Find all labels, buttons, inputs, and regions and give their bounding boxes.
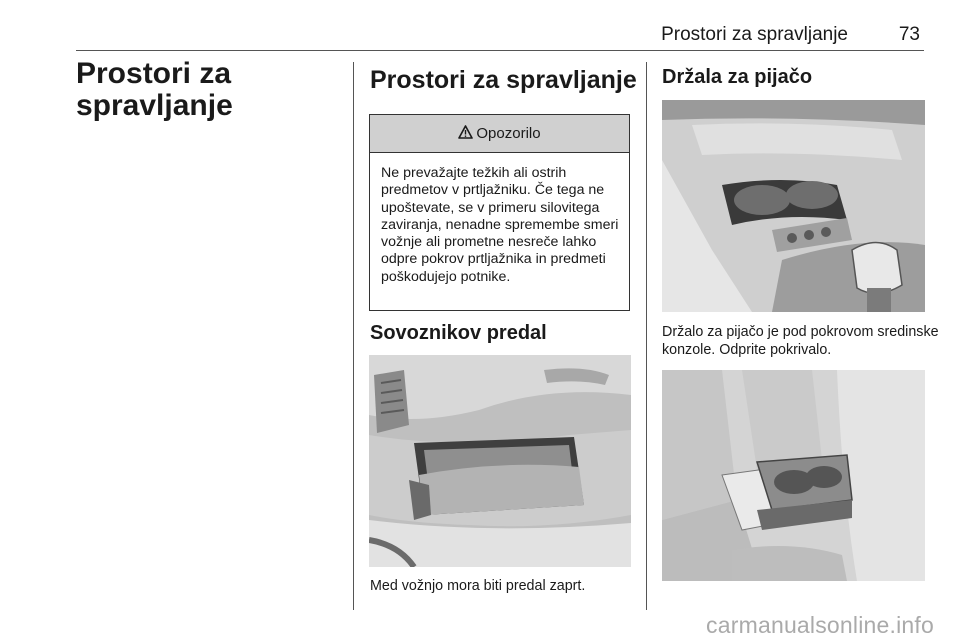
column-divider-left	[353, 62, 354, 610]
warning-header	[370, 115, 629, 153]
cupholder-caption: Držalo za pijačo je pod pokrovom sredinske konzole. Odprite pokrivalo.	[662, 324, 939, 358]
glovebox-caption: Med vožnjo mora biti predal zaprt.	[370, 578, 586, 594]
header-rule	[76, 50, 924, 51]
column-divider-right	[646, 62, 647, 610]
watermark: carmanualsonline.info	[706, 612, 934, 638]
glovebox-illustration	[369, 355, 631, 567]
center-console-cupholder-illustration	[662, 100, 925, 312]
section-heading-storage: Prostori za spravljanje	[370, 66, 637, 94]
warning-box	[369, 114, 630, 311]
page-number: 73	[898, 24, 920, 45]
warning-triangle-icon	[458, 125, 473, 143]
section-heading-glovebox: Sovoznikov predal	[370, 322, 547, 344]
warning-text: Ne prevažajte težkih ali ostrih predmetov v prtljažniku. Če tega ne upoštevate, se v primeru silovitega zaviranja, nenadne spremembe smeri vožnje ali prometne nesreče lahko odpre pokrov prtljažnika in predmeti poškodujejo potnike.	[381, 165, 619, 285]
chapter-title: Prostori za spravljanje	[76, 57, 233, 122]
warning-title: Opozorilo	[476, 125, 541, 142]
rear-armrest-cupholder-illustration	[662, 370, 925, 581]
running-header-title: Prostori za spravljanje	[661, 24, 848, 45]
section-heading-cupholder: Držala za pijačo	[662, 66, 813, 88]
